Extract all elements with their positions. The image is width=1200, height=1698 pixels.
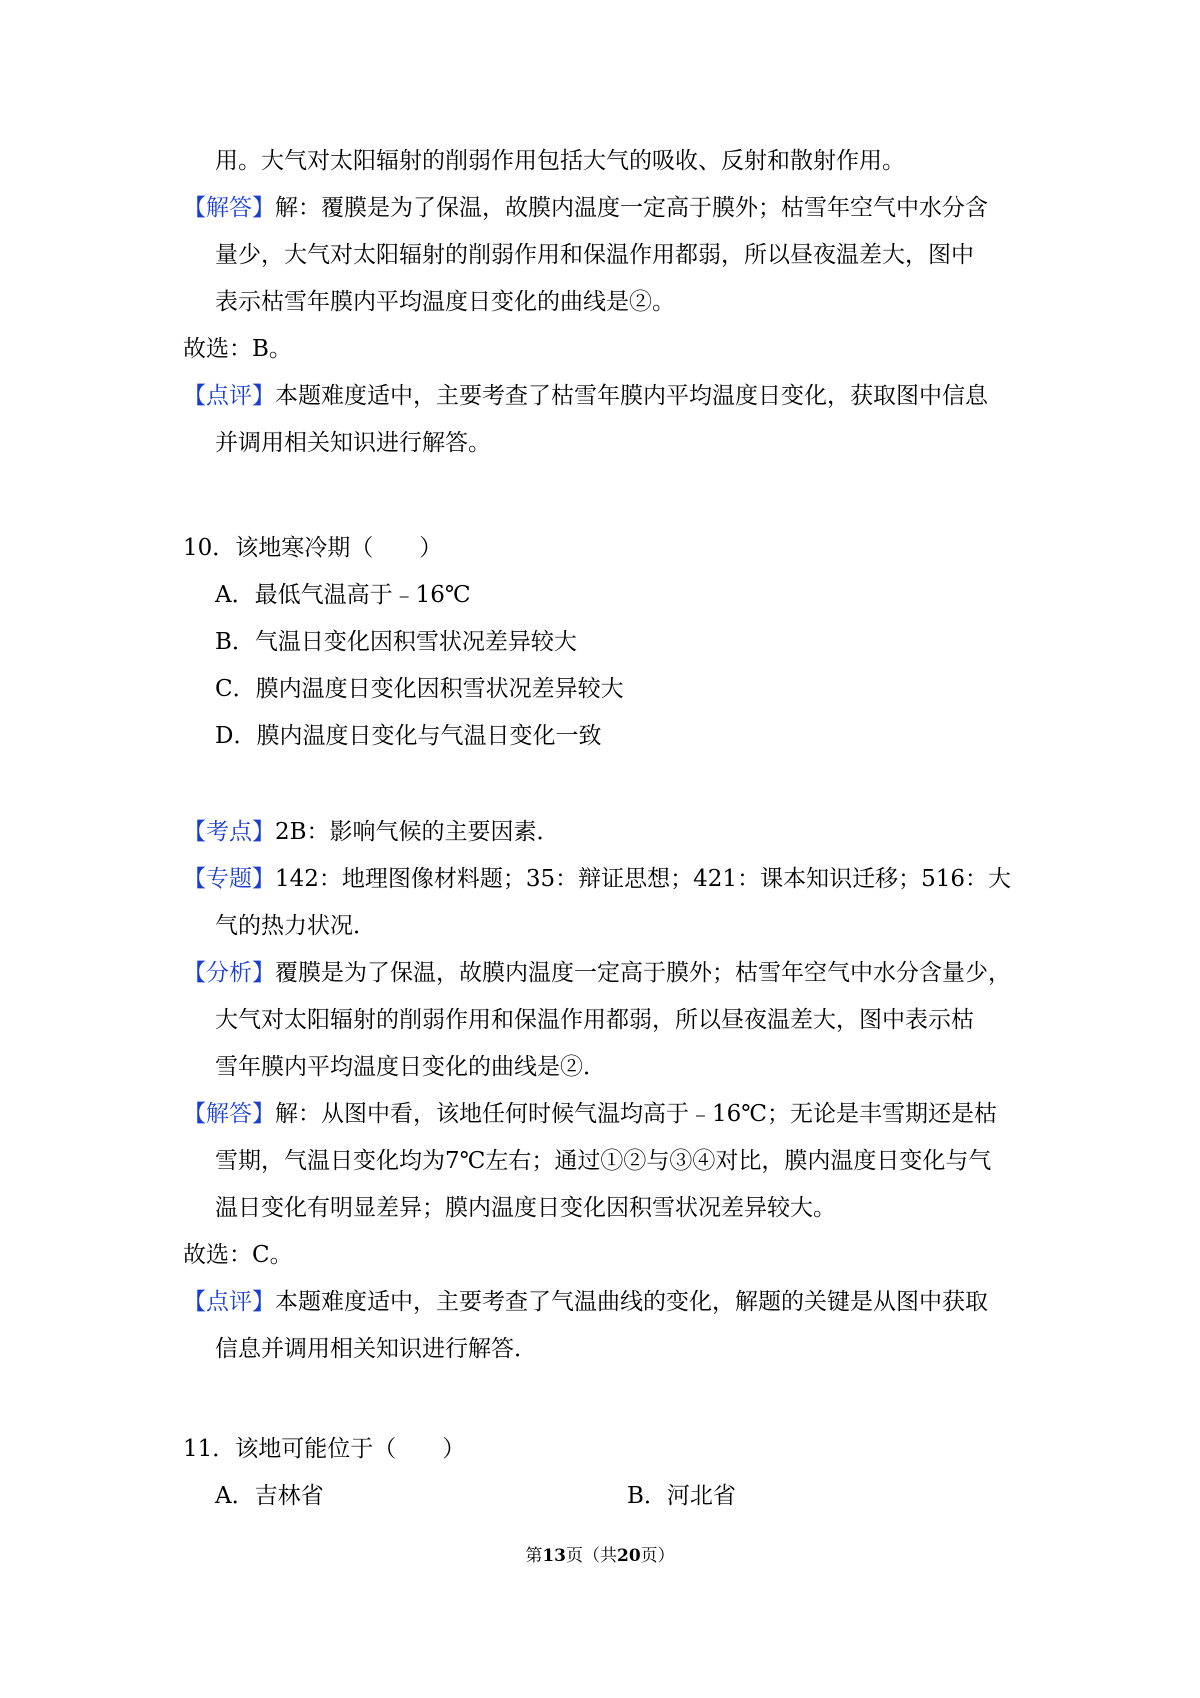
choice-line: 故选：B。	[183, 336, 292, 362]
question-stem: 11．该地可能位于（ ）	[183, 1436, 466, 1462]
page-footer	[0, 1544, 1200, 1568]
option-b: B．河北省	[627, 1483, 736, 1509]
answer-text: 温日变化有明显差异；膜内温度日变化因积雪状况差异较大。	[215, 1195, 836, 1221]
footer-middle: 页（共	[566, 1546, 617, 1566]
option-a: A．吉林省	[215, 1483, 324, 1509]
kaodian-text: 2B：影响气候的主要因素．	[275, 819, 560, 845]
fenxi-line	[183, 955, 1011, 991]
zhuanti-line	[183, 861, 1011, 897]
option-b: B．气温日变化因积雪状况差异较大	[215, 629, 577, 655]
review-text: 信息并调用相关知识进行解答．	[215, 1336, 537, 1362]
page-total: 20	[617, 1546, 641, 1566]
fenxi-tag: 【分析】	[183, 960, 275, 986]
fenxi-text: 大气对太阳辐射的削弱作用和保温作用都弱，所以昼夜温差大，图中表示枯	[215, 1007, 974, 1033]
choice-line: 故选：C。	[183, 1242, 293, 1268]
review-text: 本题难度适中，主要考查了枯雪年膜内平均温度日变化，获取图中信息	[275, 383, 988, 409]
answer-text: 量少，大气对太阳辐射的削弱作用和保温作用都弱，所以昼夜温差大，图中	[215, 242, 974, 268]
zhuanti-tag: 【专题】	[183, 866, 275, 892]
footer-suffix: 页）	[640, 1546, 675, 1566]
option-c: C．膜内温度日变化因积雪状况差异较大	[215, 676, 624, 702]
kaodian-line	[183, 814, 560, 850]
fenxi-text: 覆膜是为了保温，故膜内温度一定高于膜外；枯雪年空气中水分含量少，	[275, 960, 1011, 986]
review-block-line	[183, 1284, 988, 1320]
kaodian-tag: 【考点】	[183, 819, 275, 845]
answer-tag: 【解答】	[183, 195, 275, 221]
answer-text: 雪期，气温日变化均为7℃左右；通过①②与③④对比，膜内温度日变化与气	[215, 1148, 992, 1174]
zhuanti-text: 气的热力状况．	[215, 913, 376, 939]
question-stem: 10．该地寒冷期（ ）	[183, 535, 443, 561]
review-block-line	[183, 378, 988, 414]
answer-text: 表示枯雪年膜内平均温度日变化的曲线是②。	[215, 289, 675, 315]
review-tag: 【点评】	[183, 383, 275, 409]
text-line: 用。大气对太阳辐射的削弱作用包括大气的吸收、反射和散射作用。	[215, 148, 905, 174]
answer-tag: 【解答】	[183, 1101, 275, 1127]
option-a: A．最低气温高于﹣16℃	[215, 582, 471, 608]
option-d: D．膜内温度日变化与气温日变化一致	[215, 723, 602, 749]
review-tag: 【点评】	[183, 1289, 275, 1315]
answer-text: 解：覆膜是为了保温，故膜内温度一定高于膜外；枯雪年空气中水分含	[275, 195, 988, 221]
answer-text: 解：从图中看，该地任何时候气温均高于﹣16℃；无论是丰雪期还是枯	[275, 1101, 997, 1127]
fenxi-text: 雪年膜内平均温度日变化的曲线是②．	[215, 1054, 606, 1080]
zhuanti-text: 142：地理图像材料题；35：辩证思想；421：课本知识迁移；516：大	[275, 866, 1011, 892]
answer-block-line	[183, 190, 988, 226]
answer-block-line	[183, 1096, 997, 1132]
page-number: 13	[542, 1546, 566, 1566]
review-text: 并调用相关知识进行解答。	[215, 430, 491, 456]
footer-prefix: 第	[525, 1546, 543, 1566]
review-text: 本题难度适中，主要考查了气温曲线的变化，解题的关键是从图中获取	[275, 1289, 988, 1315]
